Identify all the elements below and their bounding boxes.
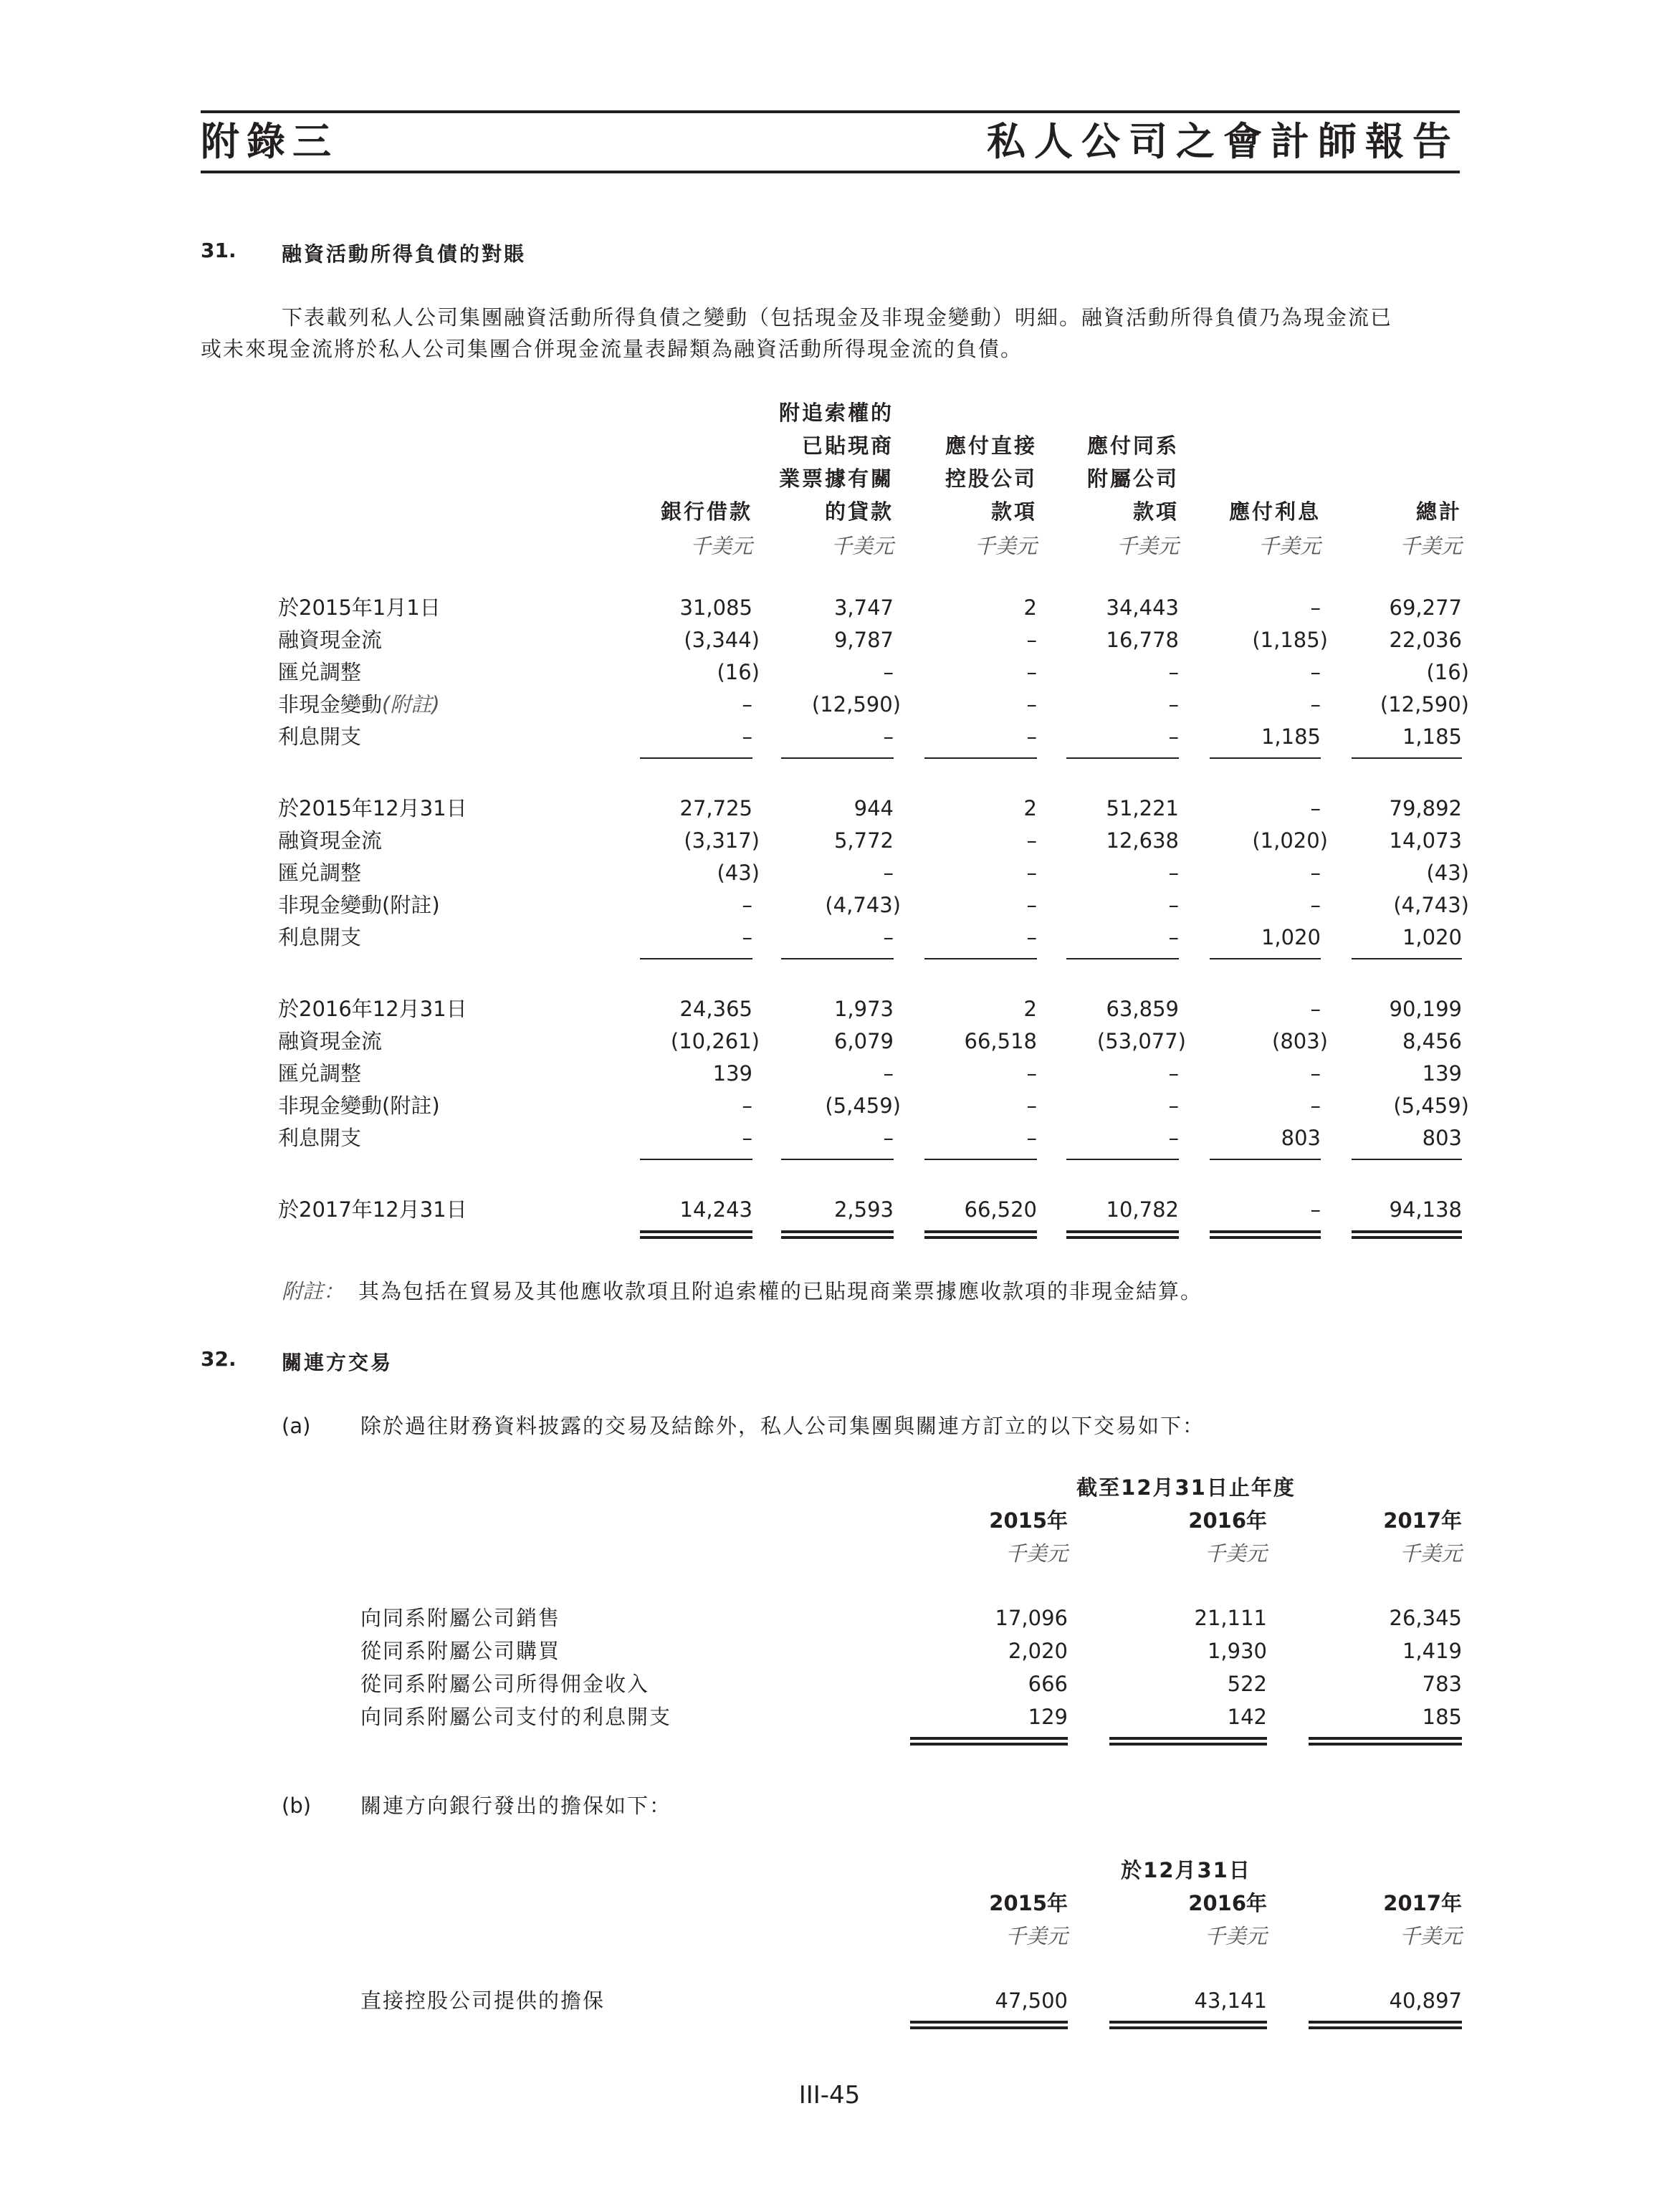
section-32a-text: 除於過往財務資料披露的交易及結餘外，私人公司集團與關連方訂立的以下交易如下：	[360, 1414, 1205, 1438]
table-cell: –	[1168, 925, 1179, 949]
table-cell: 2	[1023, 997, 1037, 1021]
table-cell: 40,897	[1389, 1988, 1462, 2013]
table-cell: –	[1026, 1093, 1037, 1118]
header-report-title: 私人公司之會計師報告	[987, 119, 1460, 164]
table-cell: (43)	[1426, 861, 1469, 885]
row-label-text: 匯兑調整	[278, 1061, 362, 1086]
year-unit: 千美元	[1204, 1924, 1267, 1948]
table-cell: (12,590)	[1380, 692, 1469, 717]
table-cell: 803	[1422, 1126, 1462, 1150]
year-header: 2017年	[1383, 1508, 1462, 1533]
row-label-text: 融資現金流	[278, 828, 383, 853]
table-cell: –	[1168, 692, 1179, 717]
row-label-text: 匯兑調整	[278, 861, 362, 885]
underline	[1210, 958, 1321, 959]
double-underline	[910, 2021, 1068, 2029]
underline	[640, 757, 752, 759]
table-cell: 24,365	[679, 997, 752, 1021]
table-cell: 21,111	[1194, 1606, 1267, 1630]
column-unit: 千美元	[1399, 534, 1462, 558]
column-header-line: 的貸款	[824, 499, 894, 524]
column-header-line: 銀行借款	[660, 499, 752, 524]
table-cell: –	[742, 692, 752, 717]
column-header-line: 總計	[1415, 499, 1462, 524]
table-cell: 1,973	[833, 997, 894, 1021]
table-cell: –	[742, 893, 752, 917]
table-cell: –	[1310, 1061, 1321, 1086]
section-32-number: 32.	[201, 1347, 236, 1371]
page-number: III-45	[798, 2081, 861, 2110]
double-underline	[781, 1230, 894, 1239]
row-label-text: 非現金變動(附註)	[278, 893, 440, 917]
group-header: 於12月31日	[1121, 1858, 1251, 1882]
header-appendix-title: 附錄三	[201, 119, 338, 164]
table-cell: –	[742, 724, 752, 749]
double-underline	[1210, 1230, 1321, 1239]
table-cell: 14,243	[679, 1197, 752, 1222]
table-cell: –	[883, 1061, 894, 1086]
section-32-title: 關連方交易	[282, 1351, 393, 1374]
section-31-intro-line1: 下表載列私人公司集團融資活動所得負債之變動（包括現金及非現金變動）明細。融資活動所得負債乃為現金流已	[282, 305, 1393, 330]
row-label-text: 於2015年12月31日	[278, 796, 467, 820]
underline	[781, 958, 894, 959]
year-header: 2017年	[1383, 1891, 1462, 1915]
column-header-line: 應付利息	[1228, 499, 1321, 524]
table-cell: 94,138	[1389, 1197, 1462, 1222]
table-cell: 27,725	[679, 796, 752, 820]
table-cell: 31,085	[679, 595, 752, 620]
table-cell: 2	[1023, 796, 1037, 820]
table-cell: (4,743)	[1393, 893, 1469, 917]
table-cell: 16,778	[1106, 628, 1179, 652]
table-cell: 90,199	[1389, 997, 1462, 1021]
row-label	[278, 1059, 361, 1088]
table-cell: 14,073	[1389, 828, 1462, 853]
table-cell: –	[1026, 660, 1037, 684]
table-cell: 783	[1422, 1672, 1462, 1696]
table-cell: –	[1310, 1197, 1321, 1222]
underline	[1066, 1159, 1179, 1160]
table-cell: (4,743)	[825, 893, 901, 917]
table-cell: 63,859	[1106, 997, 1179, 1021]
column-header-line: 款項	[990, 499, 1037, 524]
underline	[640, 1159, 752, 1160]
year-unit: 千美元	[1005, 1541, 1068, 1566]
row-label: 從同系附屬公司所得佣金收入	[360, 1672, 650, 1696]
table-cell: 43,141	[1194, 1988, 1267, 2013]
table-cell: 139	[1422, 1061, 1462, 1086]
header-bottom-rule	[201, 171, 1460, 173]
table-cell: 10,782	[1106, 1197, 1179, 1222]
table-cell: (1,020)	[1252, 828, 1328, 853]
row-label-text: 非現金變動	[278, 692, 383, 717]
row-label	[278, 626, 382, 654]
row-label-text: 於2017年12月31日	[278, 1197, 467, 1222]
row-label-text: 於2015年1月1日	[278, 595, 441, 620]
section-32a-marker: (a)	[282, 1414, 311, 1438]
table-cell: 803	[1281, 1126, 1321, 1150]
row-label: 向同系附屬公司支付的利息開支	[360, 1705, 672, 1729]
row-label	[278, 593, 441, 622]
table-cell: (1,185)	[1252, 628, 1328, 652]
table-cell: 666	[1028, 1672, 1068, 1696]
table-cell: (16)	[1426, 660, 1469, 684]
table-cell: –	[1026, 692, 1037, 717]
row-label-text: 融資現金流	[278, 628, 383, 652]
column-header-line: 已貼現商	[801, 434, 894, 458]
table-cell: 1,020	[1261, 925, 1321, 949]
table-cell: 51,221	[1106, 796, 1179, 820]
table-cell: 12,638	[1106, 828, 1179, 853]
row-label-text: 利息開支	[278, 1126, 362, 1150]
table-cell: 1,930	[1207, 1639, 1267, 1663]
year-header: 2016年	[1188, 1508, 1267, 1533]
table-cell: –	[742, 925, 752, 949]
table-cell: –	[1310, 595, 1321, 620]
table-cell: 79,892	[1389, 796, 1462, 820]
row-label	[278, 690, 440, 719]
table-cell: –	[1026, 861, 1037, 885]
underline	[924, 958, 1037, 959]
row-label-text: 利息開支	[278, 724, 362, 749]
row-label	[278, 891, 440, 919]
row-label: 直接控股公司提供的擔保	[360, 1988, 606, 2013]
table-cell: 1,020	[1402, 925, 1462, 949]
year-unit: 千美元	[1399, 1541, 1462, 1566]
underline	[781, 1159, 894, 1160]
table-cell: (803)	[1272, 1029, 1328, 1053]
table-cell: –	[1026, 628, 1037, 652]
row-label	[278, 1091, 440, 1120]
table-cell: –	[1026, 724, 1037, 749]
column-unit: 千美元	[1116, 534, 1179, 558]
table-cell: –	[1310, 997, 1321, 1021]
table-cell: –	[883, 925, 894, 949]
table-cell: 22,036	[1389, 628, 1462, 652]
row-label	[278, 1195, 467, 1224]
underline	[1210, 1159, 1321, 1160]
table-cell: (16)	[717, 660, 760, 684]
section-31-intro-line2: 或未來現金流將於私人公司集團合併現金流量表歸類為融資活動所得現金流的負債。	[201, 337, 1023, 361]
table-cell: 1,419	[1402, 1639, 1462, 1663]
table-cell: –	[1168, 861, 1179, 885]
table-cell: 2,020	[1008, 1639, 1068, 1663]
table-cell: (3,344)	[684, 628, 760, 652]
row-label-text: 匯兑調整	[278, 660, 362, 684]
section-31-number: 31.	[201, 239, 236, 262]
underline	[924, 757, 1037, 759]
table-cell: 1,185	[1261, 724, 1321, 749]
year-unit: 千美元	[1005, 1924, 1068, 1948]
underline	[1352, 958, 1462, 959]
year-header: 2016年	[1188, 1891, 1267, 1915]
table-cell: –	[1026, 893, 1037, 917]
underline	[1352, 1159, 1462, 1160]
table-cell: 5,772	[833, 828, 894, 853]
group-header: 截至12月31日止年度	[1076, 1475, 1296, 1500]
column-header-line: 控股公司	[945, 466, 1037, 491]
column-header-line: 應付直接	[945, 434, 1037, 458]
underline	[1210, 757, 1321, 759]
header-top-rule	[201, 110, 1460, 113]
year-unit: 千美元	[1399, 1924, 1462, 1948]
table-cell: –	[1168, 893, 1179, 917]
underline	[1066, 958, 1179, 959]
table-cell: 129	[1028, 1705, 1068, 1729]
table-cell: –	[883, 1126, 894, 1150]
column-header-line: 應付同系	[1086, 434, 1179, 458]
table-cell: (10,261)	[670, 1029, 760, 1053]
table-cell: –	[883, 660, 894, 684]
row-label	[278, 995, 467, 1023]
row-label: 向同系附屬公司銷售	[360, 1606, 561, 1630]
table-cell: 9,787	[833, 628, 894, 652]
year-unit: 千美元	[1204, 1541, 1267, 1566]
double-underline	[1066, 1230, 1179, 1239]
year-header: 2015年	[989, 1508, 1068, 1533]
column-unit: 千美元	[831, 534, 894, 558]
row-label-text: 非現金變動(附註)	[278, 1093, 440, 1118]
table-cell: –	[883, 724, 894, 749]
column-header-line: 附屬公司	[1086, 466, 1179, 491]
underline	[924, 1159, 1037, 1160]
table-cell: –	[1310, 660, 1321, 684]
row-label-note: (附註)	[382, 692, 440, 717]
note-label: 附註：	[282, 1279, 345, 1303]
double-underline	[640, 1230, 752, 1239]
column-unit: 千美元	[1258, 534, 1321, 558]
table-cell: –	[1168, 1093, 1179, 1118]
table-cell: 185	[1422, 1705, 1462, 1729]
table-cell: (12,590)	[811, 692, 901, 717]
table-cell: (3,317)	[684, 828, 760, 853]
section-32b-text: 關連方向銀行發出的擔保如下：	[360, 1794, 672, 1818]
row-label-text: 利息開支	[278, 925, 362, 949]
row-label	[278, 794, 467, 823]
row-label: 從同系附屬公司購買	[360, 1639, 561, 1663]
column-header-line: 附追索權的	[778, 401, 894, 425]
table-cell: –	[1026, 1126, 1037, 1150]
note-text: 其為包括在貿易及其他應收款項且附追索權的已貼現商業票據應收款項的非現金結算。	[358, 1279, 1203, 1303]
row-label-text: 於2016年12月31日	[278, 997, 467, 1021]
double-underline	[1109, 2021, 1267, 2029]
section-32b-marker: (b)	[282, 1794, 312, 1818]
table-cell: 2,593	[833, 1197, 894, 1222]
table-cell: (5,459)	[1393, 1093, 1469, 1118]
row-label	[278, 858, 361, 887]
double-underline	[1352, 1230, 1462, 1239]
table-cell: 142	[1227, 1705, 1267, 1729]
row-label-text: 融資現金流	[278, 1029, 383, 1053]
table-cell: 1,185	[1402, 724, 1462, 749]
table-cell: –	[1310, 893, 1321, 917]
table-cell: –	[742, 1093, 752, 1118]
row-label	[278, 826, 382, 855]
column-unit: 千美元	[974, 534, 1037, 558]
table-cell: 26,345	[1389, 1606, 1462, 1630]
row-label	[278, 1124, 361, 1152]
table-cell: –	[1026, 1061, 1037, 1086]
table-cell: 6,079	[833, 1029, 894, 1053]
table-cell: –	[1168, 1061, 1179, 1086]
table-cell: –	[1168, 724, 1179, 749]
double-underline	[1309, 1737, 1462, 1746]
table-cell: –	[1310, 692, 1321, 717]
table-cell: 8,456	[1402, 1029, 1462, 1053]
table-cell: –	[883, 861, 894, 885]
underline	[781, 757, 894, 759]
table-cell: (53,077)	[1096, 1029, 1186, 1053]
table-cell: 34,443	[1106, 595, 1179, 620]
underline	[640, 958, 752, 959]
table-cell: 3,747	[833, 595, 894, 620]
row-label	[278, 658, 361, 686]
table-cell: –	[1310, 1093, 1321, 1118]
column-header-line: 款項	[1132, 499, 1179, 524]
table-cell: 2	[1023, 595, 1037, 620]
row-label	[278, 923, 361, 952]
double-underline	[910, 1737, 1068, 1746]
table-cell: –	[1310, 796, 1321, 820]
double-underline	[1109, 1737, 1267, 1746]
double-underline	[924, 1230, 1037, 1239]
double-underline	[1309, 2021, 1462, 2029]
row-label	[278, 722, 361, 751]
table-cell: 66,520	[964, 1197, 1037, 1222]
table-cell: 47,500	[995, 1988, 1068, 2013]
table-cell: 66,518	[964, 1029, 1037, 1053]
row-label	[278, 1027, 382, 1055]
table-cell: –	[1168, 1126, 1179, 1150]
table-cell: –	[1168, 660, 1179, 684]
table-cell: 522	[1227, 1672, 1267, 1696]
table-cell: –	[1310, 861, 1321, 885]
underline	[1352, 757, 1462, 759]
table-cell: –	[1026, 828, 1037, 853]
year-header: 2015年	[989, 1891, 1068, 1915]
table-cell: –	[742, 1126, 752, 1150]
table-cell: (43)	[717, 861, 760, 885]
section-31-title: 融資活動所得負債的對賬	[282, 242, 527, 266]
column-header-line: 業票據有關	[778, 466, 894, 491]
table-cell: (5,459)	[825, 1093, 901, 1118]
table-cell: 944	[854, 796, 894, 820]
column-unit: 千美元	[689, 534, 752, 558]
table-cell: 69,277	[1389, 595, 1462, 620]
table-cell: –	[1026, 925, 1037, 949]
table-cell: 139	[712, 1061, 752, 1086]
underline	[1066, 757, 1179, 759]
table-cell: 17,096	[995, 1606, 1068, 1630]
